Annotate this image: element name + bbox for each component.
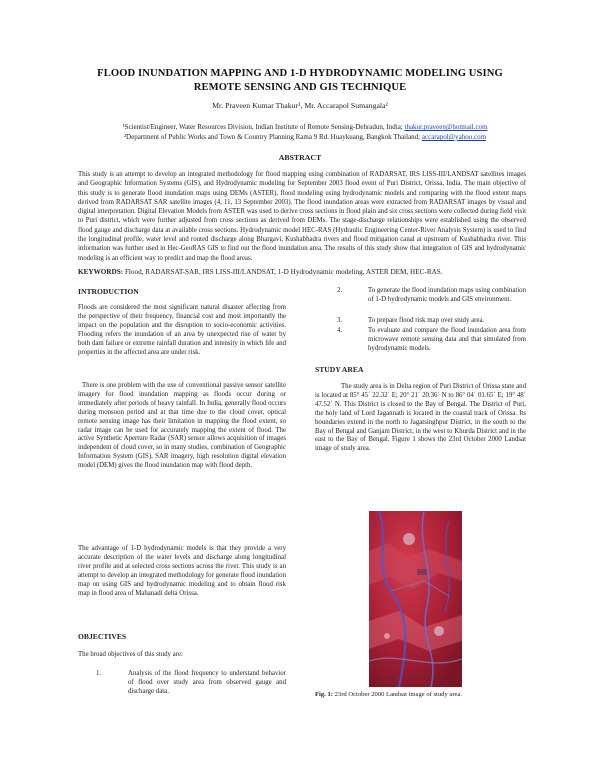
objective-text-3: To prepare flood risk map over study area. xyxy=(368,317,485,324)
figure-caption-text: 23rd October 2000 Landsat image of study area. xyxy=(332,691,463,698)
figure-label: Fig. 1: xyxy=(315,691,333,698)
introduction-heading: INTRODUCTION xyxy=(78,287,139,296)
title-line-2: REMOTE SENSING AND GIS TECHNIQUE xyxy=(193,82,407,93)
abstract-heading: ABSTRACT xyxy=(278,153,322,162)
objective-number-1: 1. xyxy=(96,670,102,677)
abstract-text: This study is an attempt to develop an integrated methodology for flood mapping using combination of RADARSAT, IRS LISS-III/LANDSAT satellites images and Geographic Information Systems (GIS), and Hydrodynamic modeling for September 2003 flood event of Puri District, Orissa, India. The main objective of this study is to generate flood inundation maps using DEMs (ASTER), flood modeling using hydrodynamic models and comparing with the flood extent maps derived from RADARSAT SAR satellite images (4, 11, 13 September 2003). The flood inundation areas were extracted from RADARSAT images by visual and digital interpretation. Digital Elevation Models from ASTER was used to derive cross sections in flood plain and six cross sections were collected during field visit to Puri district, which were further adjusted from cross sections as derived from DEMs. The stage-discharge relationships were established using the observed flood gauge and discharge data at available cross sections. Hydrodynamic model HEC-RAS (Hydraulic Engineering Center-River Analysis System) is used to find the longitudinal profile, water level and routed discharge along Bhargavi, Kushabhadra rivers and flood mitigation canal at upstream of Kushabhadra river. This information was further used in Hec-GeoRAS GIS to find out the flood inundation area. The results of this study show that integration of GIS and hydrodynamic modeling is an efficient way to predict and map the flood areas. xyxy=(78,171,526,262)
affiliation-2-text: ²Department of Public Works and Town & Country Planning Rama 9 Rd. Huaykuang, Bangkok Thailand; xyxy=(123,133,422,141)
objective-item-3 xyxy=(337,317,526,327)
objective-number-2: 2. xyxy=(337,287,343,294)
intro-paragraph-2: There is one problem with the use of conventional passive sensor satellite imagery for flood inundation mapping as floods occur during or immediately after periods of heavy rainfall. In India, generally flood occurs during monsoon period and at that time due to the cloud cover, optical remote sensing image has their limitation in mapping the flood extent, so radar image can be used for accurately mapping the extent of flood. The active Synthetic Aperture Radar (SAR) sensor allows acquisition of images independent of cloud cover, so in many studies, combination of Geographic Information System (GIS), SAR imagery, high resolution digital elevation model (DEM) gives the flood inundation map with flood depth. xyxy=(78,382,286,470)
landsat-image xyxy=(369,511,462,687)
paper-title xyxy=(70,67,530,95)
study-area-paragraph: The study area is in Delta region of Puri District of Orissa state and is located at 85° 45΄ 22.32΄ E; 20° 21΄ 20.36΄ N to 86° 04΄ 01.65΄ E; 19° 48΄ 47.52΄ N. This District is closed to the Bay of Bengal. The District of Puri, the holy land of Lord Jagannath is located in the coastal track of Orissa. Its boundaries extend in the north to Jagatsinghpur District, in the south to the Bay of Bengal and Ganjam District, in the west to Khurda District and in the east to the Bay of Bengal. Figure 1 shows the 23rd October 2000 Landsat image of study area. xyxy=(315,383,526,453)
objective-text-4: To evaluate and compare the flood inundation area from microwave remote sensing data and that simulated from hydrodynamic models. xyxy=(368,327,526,352)
affiliation-1-email-link[interactable]: thakur.praveen@hotmail.com xyxy=(404,123,488,131)
affiliation-1-text: ¹Scientist/Engineer, Water Resources Division, Indian Institute of Remote Sensing-Dehradun, India; xyxy=(122,123,405,131)
objective-item-1 xyxy=(96,670,286,700)
landsat-image-figure xyxy=(369,511,462,687)
keywords xyxy=(78,267,526,277)
objective-number-3: 3. xyxy=(337,317,343,324)
affiliations xyxy=(60,122,550,142)
keywords-label: KEYWORDS: xyxy=(78,268,124,276)
objective-item-4 xyxy=(337,327,526,357)
objective-text-1: Analysis of the flood frequency to understand behavior of flood over study area from observed gauge and discharge data. xyxy=(128,670,286,695)
objectives-heading: OBJECTIVES xyxy=(78,632,127,641)
objective-number-4: 4. xyxy=(337,327,343,334)
objective-text-2: To generate the flood inundation maps using combination of 1-D hydrodynamic models and GIS environment. xyxy=(368,287,526,303)
study-area-heading: STUDY AREA xyxy=(315,365,364,374)
intro-paragraph-3: The advantage of 1-D hydrodynamic models is that they provide a very accurate description of the water levels and discharge along longitudinal river profile and at selected cross sections across the river. This study is an attempt to develop an integrated methodology for generate flood inundation map on using GIS and hydrodynamic modeling and to obtain flood risk map in flood area of Mahanadi delta Orissa. xyxy=(78,545,286,597)
affiliation-2 xyxy=(60,132,550,142)
keywords-text: Flood, RADARSAT-SAR, IRS LISS-III/LANDSAT, 1-D Hydrodynamic modeling, ASTER DEM, HEC-RAS. xyxy=(123,268,443,276)
title-line-1: FLOOD INUNDATION MAPPING AND 1-D HYDRODYNAMIC MODELING USING xyxy=(97,68,503,79)
authors: Mr. Praveen Kumar Thakur¹, Mr. Accarapol Sumangala² xyxy=(212,101,388,110)
intro-paragraph-1: Floods are considered the most significant natural disaster affecting from the perspective of their frequency, financial cost and most importantly the impact on the population and the disruption to socio-economic activities. Flooding refers the inundation of an area by unexpected rise of water by both dam failure or extreme rainfall duration and intensity in which life and properties in the affected area are under risk. xyxy=(78,304,286,356)
objectives-intro: The broad objectives of this study are: xyxy=(78,651,183,658)
affiliation-1 xyxy=(60,122,550,132)
figure-1-caption xyxy=(315,691,535,698)
affiliation-2-email-link[interactable]: accarapol@yahoo.com xyxy=(421,133,487,141)
